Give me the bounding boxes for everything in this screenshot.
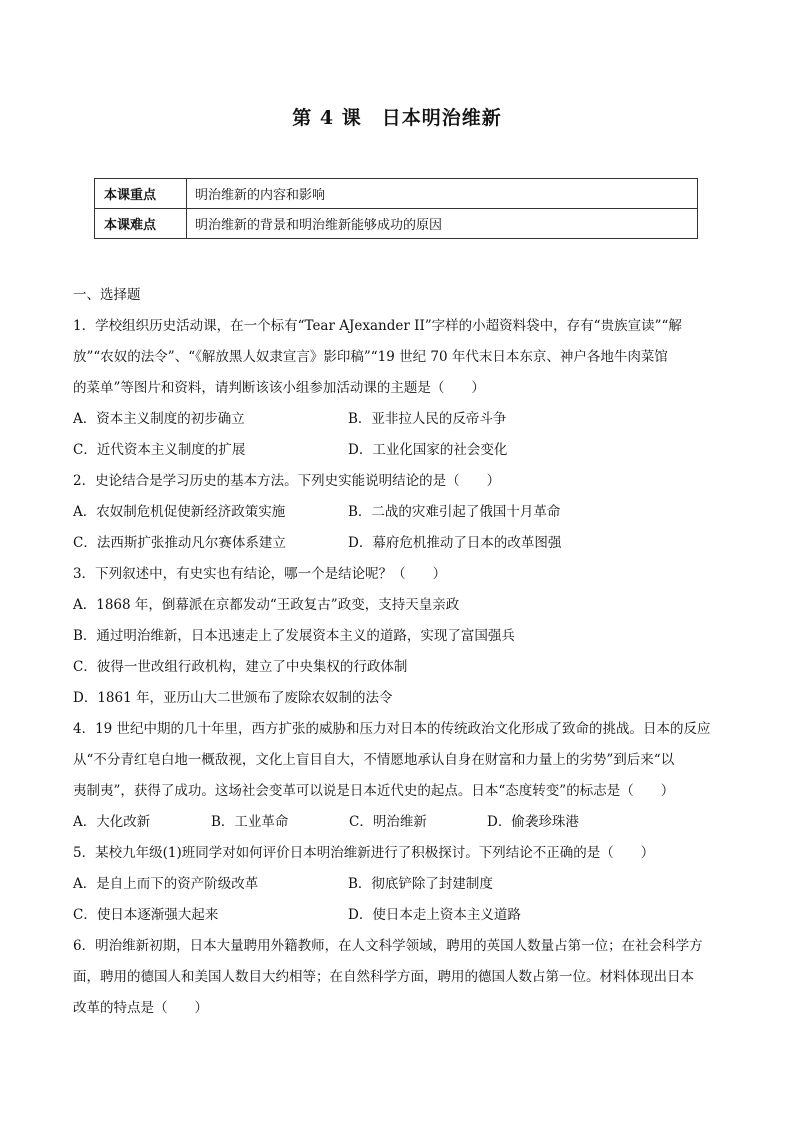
question-4-option-c: C．明治维新: [349, 814, 427, 830]
question-4-option-a: A．大化改新: [73, 814, 151, 830]
difficulty-label: 本课难点: [95, 209, 187, 239]
question-4-line-3: 夷制夷”，获得了成功。这场社会变革可以说是日本近代史的起点。日本“态度转变”的标志是（ ）: [73, 783, 675, 799]
difficulty-value: 明治维新的背景和明治维新能够成功的原因: [187, 209, 698, 239]
question-3-stem: 3．下列叙述中，有史实也有结论，哪一个是结论呢？（ ）: [73, 566, 447, 582]
question-1-option-c: C．近代资本主义制度的扩展: [73, 442, 246, 458]
question-2-option-d: D．幕府危机推动了日本的改革图强: [348, 535, 562, 551]
question-4-option-d: D．偷袭珍珠港: [487, 814, 579, 830]
question-3-option-c: C．彼得一世改组行政机构，建立了中央集权的行政体制: [73, 659, 408, 675]
question-2-stem: 2．史论结合是学习历史的基本方法。下列史实能说明结论的是（ ）: [73, 473, 501, 489]
question-5-stem: 5．某校九年级(1)班同学对如何评价日本明治维新进行了积极探讨。下列结论不正确的是（ ）: [73, 845, 655, 861]
question-1-line-3: 的菜单”等图片和资料，请判断该该小组参加活动课的主题是（ ）: [73, 380, 485, 396]
question-2-option-b: B．二战的灾难引起了俄国十月革命: [348, 504, 561, 520]
section-heading: 一、选择题: [73, 287, 141, 303]
table-row: [95, 209, 698, 239]
lesson-focus-table: [94, 178, 698, 239]
question-2-option-c: C．法西斯扩张推动凡尔赛体系建立: [73, 535, 286, 551]
question-1-option-b: B．亚非拉人民的反帝斗争: [348, 411, 507, 427]
question-6-line-1: 6．明治维新初期，日本大量聘用外籍教师，在人文科学领域，聘用的英国人数量占第一位；在社会科学方: [73, 938, 703, 954]
question-4-option-b: B．工业革命: [211, 814, 289, 830]
question-2-options-row-2: [73, 528, 728, 559]
question-5-options-row-1: [73, 869, 728, 900]
page-title: 第 4 课 日本明治维新: [292, 107, 502, 129]
question-6-line-3: 改革的特点是（ ）: [73, 1000, 208, 1016]
question-5-options-row-2: [73, 900, 728, 931]
question-3-option-a: A．1868 年，倒幕派在京都发动“王政复古”政变，支持天皇亲政: [73, 597, 460, 613]
question-content: [73, 280, 728, 1024]
question-2-option-a: A．农奴制危机促使新经济政策实施: [73, 504, 286, 520]
question-3-option-d: D．1861 年，亚历山大二世颁布了废除农奴制的法令: [73, 690, 393, 706]
key-point-value: 明治维新的内容和影响: [187, 179, 698, 209]
question-3-option-b: B．通过明治维新，日本迅速走上了发展资本主义的道路，实现了富国强兵: [73, 628, 515, 644]
question-6-line-2: 面，聘用的德国人和美国人数目大约相等；在自然科学方面，聘用的德国人数占第一位。材料体现出日本: [73, 969, 694, 985]
question-1-option-a: A．资本主义制度的初步确立: [73, 411, 245, 427]
question-5-option-a: A．是自上而下的资产阶级改革: [73, 876, 259, 892]
question-1-line-1: 1．学校组织历史活动课，在一个标有“Tear AJexander II”字样的小超资料袋中，存有“贵族宣读”“解: [73, 318, 682, 334]
question-1-options-row-1: [73, 404, 728, 435]
question-5-option-d: D．使日本走上资本主义道路: [348, 907, 521, 923]
question-5-option-c: C．使日本逐渐强大起来: [73, 907, 219, 923]
question-2-options-row-1: [73, 497, 728, 528]
question-4-line-1: 4．19 世纪中期的几十年里，西方扩张的威胁和压力对日本的传统政治文化形成了致命的挑战。日本的反应: [73, 721, 711, 737]
question-5-option-b: B．彻底铲除了封建制度: [348, 876, 493, 892]
question-1-line-2: 放”“农奴的法令”、“《解放黑人奴隶宣言》影印稿”“19 世纪 70 年代末日本东京、神户各地牛肉菜馆: [73, 349, 668, 365]
key-point-label: 本课重点: [95, 179, 187, 209]
question-4-options-row: [73, 807, 728, 838]
question-4-line-2: 从“不分青红皂白地一概敌视，文化上盲目自大，不情愿地承认自身在财富和力量上的劣势”到后来“以: [73, 752, 675, 768]
table-row: [95, 179, 698, 209]
question-1-option-d: D．工业化国家的社会变化: [348, 442, 508, 458]
question-1-options-row-2: [73, 435, 728, 466]
